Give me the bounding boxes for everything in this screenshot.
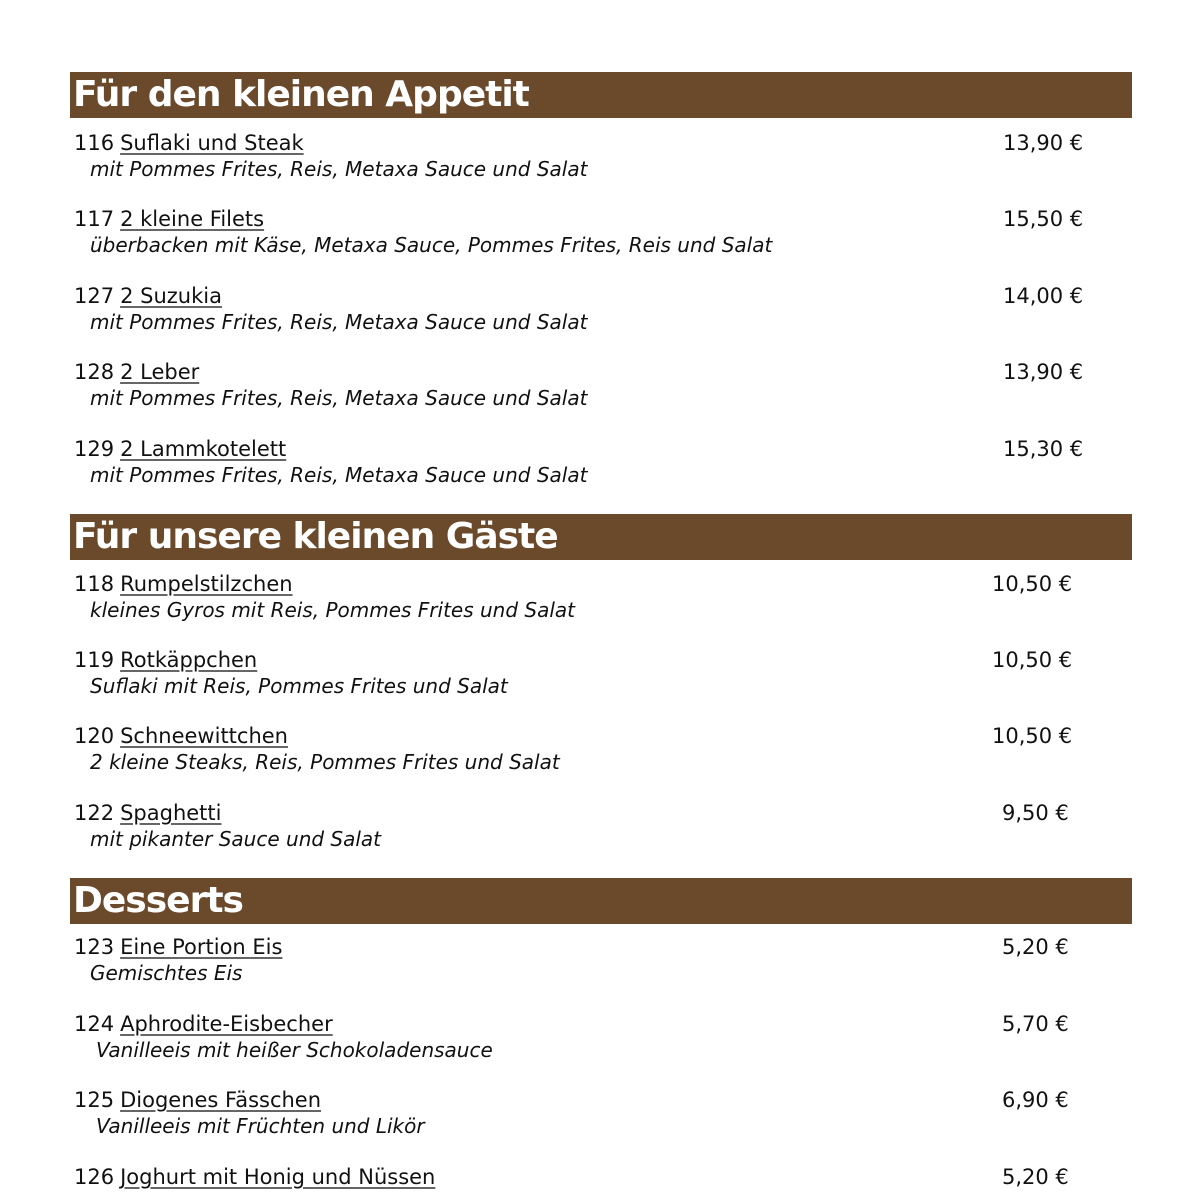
item-description: Vanilleeis mit heißer Schokoladensauce [96, 1038, 493, 1062]
item-description: mit Pommes Frites, Reis, Metaxa Sauce und Salat [90, 310, 588, 334]
item-price: 15,50 € [1003, 207, 1084, 231]
item-description: überbacken mit Käse, Metaxa Sauce, Pommes Frites, Reis und Salat [90, 233, 773, 257]
item-number: 129 [74, 437, 115, 461]
item-name: Spaghetti [120, 801, 222, 825]
item-description: Gemischtes Eis [90, 961, 243, 985]
section-title: Für unsere kleinen Gäste [73, 516, 558, 557]
item-description: 2 kleine Steaks, Reis, Pommes Frites und Salat [90, 750, 560, 774]
section-header-kleine-gaeste [70, 514, 1132, 560]
item-number: 126 [74, 1165, 115, 1189]
item-price: 14,00 € [1003, 284, 1084, 308]
item-name: Schneewittchen [120, 724, 288, 748]
menu-item [74, 1164, 1084, 1200]
item-name: Joghurt mit Honig und Nüssen [120, 1165, 436, 1189]
item-name: Eine Portion Eis [120, 935, 283, 959]
menu-item [74, 1087, 1084, 1147]
item-number: 124 [74, 1012, 115, 1036]
menu-item [74, 647, 1084, 707]
item-number: 116 [74, 131, 115, 155]
item-number: 119 [74, 648, 115, 672]
section-header-desserts [70, 878, 1132, 924]
item-number: 125 [74, 1088, 115, 1112]
item-number: 118 [74, 572, 115, 596]
item-price: 10,50 € [992, 572, 1073, 596]
section-header-kleiner-appetit [70, 72, 1132, 118]
item-price: 13,90 € [1003, 360, 1084, 384]
menu-item [74, 800, 1084, 860]
item-description: mit Pommes Frites, Reis, Metaxa Sauce und Salat [90, 463, 588, 487]
item-number: 122 [74, 801, 115, 825]
item-name: 2 Leber [120, 360, 200, 384]
item-number: 123 [74, 935, 115, 959]
item-name: Aphrodite-Eisbecher [120, 1012, 333, 1036]
item-description: Suflaki mit Reis, Pommes Frites und Salat [90, 674, 508, 698]
item-name: 2 Suzukia [120, 284, 222, 308]
item-description: Vanilleeis mit Früchten und Likör [96, 1114, 425, 1138]
item-price: 9,50 € [1002, 801, 1069, 825]
item-name: 2 kleine Filets [120, 207, 265, 231]
menu-item [74, 436, 1084, 496]
item-name: 2 Lammkotelett [120, 437, 287, 461]
section-title: Für den kleinen Appetit [73, 74, 529, 115]
item-price: 10,50 € [992, 724, 1073, 748]
menu-item [74, 723, 1084, 783]
item-price: 10,50 € [992, 648, 1073, 672]
item-number: 128 [74, 360, 115, 384]
item-number: 120 [74, 724, 115, 748]
item-price: 15,30 € [1003, 437, 1084, 461]
item-price: 6,90 € [1002, 1088, 1069, 1112]
item-name: Rotkäppchen [120, 648, 258, 672]
item-price: 5,70 € [1002, 1012, 1069, 1036]
item-price: 5,20 € [1002, 935, 1069, 959]
menu-item [74, 359, 1084, 419]
menu-item [74, 934, 1084, 994]
item-number: 117 [74, 207, 115, 231]
menu-item [74, 1011, 1084, 1071]
item-description: mit Pommes Frites, Reis, Metaxa Sauce und Salat [90, 386, 588, 410]
menu-item [74, 206, 1084, 266]
item-description: kleines Gyros mit Reis, Pommes Frites und Salat [90, 598, 576, 622]
item-number: 127 [74, 284, 115, 308]
item-name: Diogenes Fässchen [120, 1088, 322, 1112]
item-name: Suflaki und Steak [120, 131, 304, 155]
item-price: 13,90 € [1003, 131, 1084, 155]
menu-item [74, 283, 1084, 343]
item-name: Rumpelstilzchen [120, 572, 293, 596]
item-description: mit Pommes Frites, Reis, Metaxa Sauce und Salat [90, 157, 588, 181]
menu-item [74, 130, 1084, 190]
menu-item [74, 571, 1084, 631]
section-title: Desserts [73, 880, 243, 921]
item-description: mit pikanter Sauce und Salat [90, 827, 382, 851]
item-price: 5,20 € [1002, 1165, 1069, 1189]
